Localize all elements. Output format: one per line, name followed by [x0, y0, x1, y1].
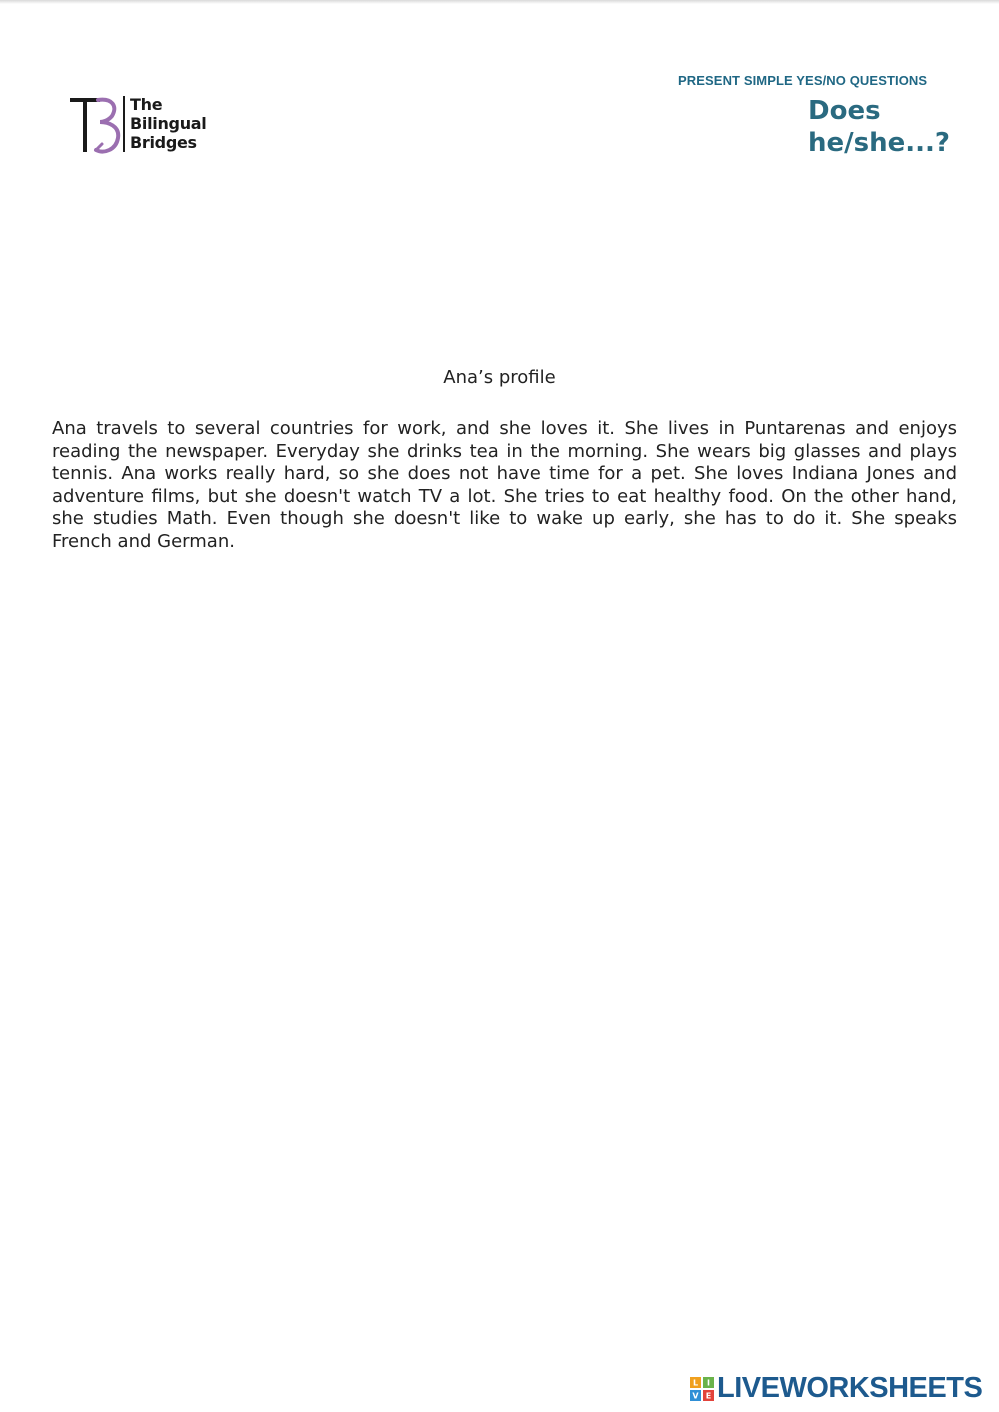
liveworksheets-watermark: [690, 1372, 990, 1404]
badge-letter-v: V: [692, 1391, 699, 1401]
topic-kicker: PRESENT SIMPLE YES/NO QUESTIONS: [678, 73, 928, 88]
logo-line-2: Bilingual: [130, 114, 207, 133]
liveworksheets-wordmark: LIVEWORKSHEETS: [717, 1372, 983, 1404]
logo-divider: [123, 96, 125, 152]
logo-line-1: The: [130, 95, 163, 114]
liveworksheets-badge-icon: [690, 1377, 714, 1401]
badge-letter-l: L: [692, 1378, 699, 1388]
profile-heading: Ana’s profile: [443, 367, 556, 388]
bilingual-bridges-logo: [68, 94, 218, 156]
profile-paragraph: Ana travels to several countries for work, and she loves it. She lives in Puntarenas and enjoys reading the newspaper. Everyday she drinks tea in the morning. She wears big glasses and plays tennis. Ana works really hard, so she does not have time for a pet. She loves Indiana Jones and adventure films, but she doesn't watch TV a lot. She tries to eat healthy food. On the other hand, she studies Math. Even though she doesn't like to wake up early, she has to do it. She speaks French and German.: [52, 418, 957, 552]
logo-text: [130, 95, 206, 152]
worksheet-title-line-1: Does: [808, 96, 881, 126]
worksheet-title: [808, 95, 988, 159]
badge-letter-i: I: [707, 1378, 710, 1388]
logo-line-3: Bridges: [130, 133, 197, 152]
tb-logo-mark-icon: [68, 94, 124, 156]
badge-letter-e: E: [705, 1391, 712, 1401]
page-top-edge: [0, 0, 999, 4]
worksheet-title-line-2: he/she...?: [808, 128, 950, 158]
